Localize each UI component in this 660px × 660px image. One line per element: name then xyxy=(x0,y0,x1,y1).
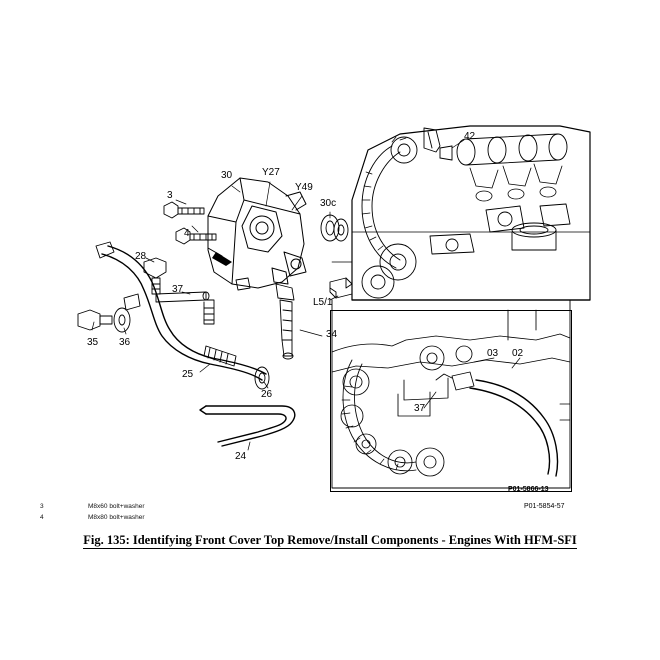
legend-row xyxy=(40,514,400,525)
figure-caption-text: Fig. 135: Identifying Front Cover Top Remove/Install Components - Engines With HFM-SFI xyxy=(83,533,577,547)
callout-30c: 30c xyxy=(320,198,337,209)
legend-number: 4 xyxy=(40,514,44,521)
callout-28: 28 xyxy=(135,251,147,262)
legend-text: M8x80 bolt+washer xyxy=(88,514,145,521)
callout-25: 25 xyxy=(182,369,194,380)
legend-number: 3 xyxy=(40,503,44,510)
callout-30: 30 xyxy=(221,170,233,181)
main-drawing-code: P01-5854-57 xyxy=(524,503,565,510)
callout-4: 4 xyxy=(184,228,190,239)
callout-37-left: 37 xyxy=(172,284,184,295)
callout-03: 03 xyxy=(487,348,499,359)
callout-24: 24 xyxy=(235,451,247,462)
callout-42: 42 xyxy=(464,131,476,142)
callout-26: 26 xyxy=(261,389,273,400)
callout-36: 36 xyxy=(119,337,131,348)
figure-caption xyxy=(0,533,660,548)
callout-y27: Y27 xyxy=(262,167,280,178)
inset-drawing-code: P01-5866-13 xyxy=(508,486,549,493)
callout-35: 35 xyxy=(87,337,99,348)
legend-text: M8x60 bolt+washer xyxy=(88,503,145,510)
callout-y49: Y49 xyxy=(295,182,313,193)
callout-37-inset: 37 xyxy=(414,403,426,414)
callout-l5-1: L5/1 xyxy=(313,297,333,308)
callout-3: 3 xyxy=(167,190,173,201)
inset-detail-frame xyxy=(330,310,572,492)
callout-02: 02 xyxy=(512,348,524,359)
legend-row xyxy=(40,503,400,514)
callout-34: 34 xyxy=(326,329,338,340)
legend xyxy=(40,503,400,525)
